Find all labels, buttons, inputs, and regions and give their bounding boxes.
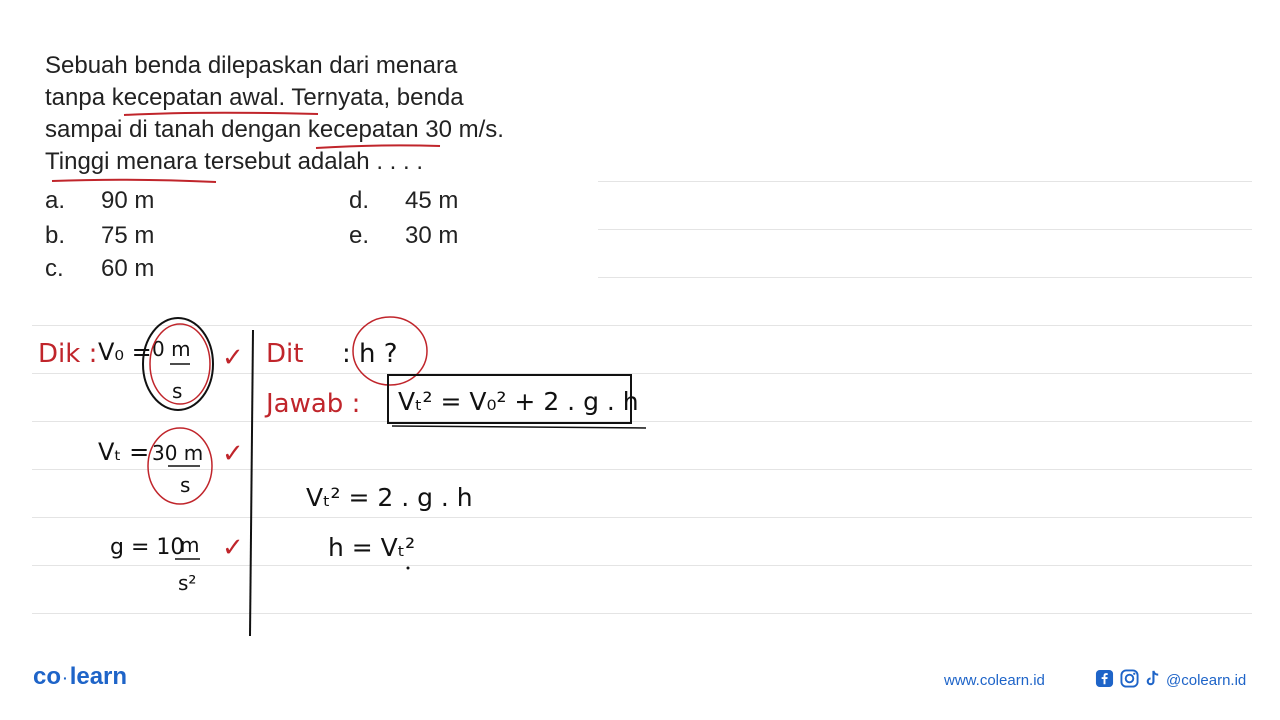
logo-text-learn: learn [69, 663, 128, 690]
fraction-dot [407, 567, 410, 570]
g-numerator: m [180, 533, 200, 557]
option-text: 45 m [405, 187, 459, 214]
underline-tinggi-menara [52, 180, 216, 182]
social-handle[interactable]: @colearn.id [1166, 672, 1247, 689]
question-line: Tinggi menara tersebut adalah . . . . [45, 148, 423, 175]
vertical-divider [250, 330, 253, 636]
logo-dot: · [63, 669, 68, 686]
dik-label: Dik : [38, 339, 98, 369]
option-text: 75 m [101, 222, 155, 249]
dit-label: Dit [266, 339, 304, 369]
vt-denominator: s [180, 473, 191, 497]
jawab-label: Jawab : [266, 389, 361, 419]
option-letter: c. [45, 255, 64, 282]
dit-value: : h ? [342, 339, 398, 369]
option-letter: e. [349, 222, 370, 249]
formula-box-underline [392, 426, 646, 428]
instagram-icon[interactable] [1120, 669, 1139, 688]
v0-numerator: 0 m [152, 337, 191, 361]
question-line: tanpa kecepatan awal. Ternyata, benda [45, 84, 464, 111]
website-link[interactable]: www.colearn.id [944, 672, 1045, 689]
vt-numerator: 30 m [152, 441, 204, 465]
vt-lhs: Vₜ = [98, 438, 150, 466]
check-mark: ✓ [222, 343, 244, 373]
option-letter: a. [45, 187, 66, 214]
check-mark: ✓ [222, 533, 244, 563]
option-letter: d. [349, 187, 370, 214]
tiktok-icon[interactable] [1143, 669, 1162, 688]
step-1: Vₜ² = 2 . g . h [306, 483, 473, 512]
v0-lhs: V₀ = [98, 338, 152, 366]
underline-kecepatan-awal [124, 113, 318, 115]
formula: Vₜ² = V₀² + 2 . g . h [398, 387, 639, 416]
question-line: Sebuah benda dilepaskan dari menara [45, 52, 458, 79]
g-lhs: g = 10 [110, 535, 185, 560]
logo-text-co: co [33, 663, 62, 690]
check-mark: ✓ [222, 439, 244, 469]
option-text: 60 m [101, 255, 155, 282]
option-letter: b. [45, 222, 66, 249]
option-text: 30 m [405, 222, 459, 249]
colearn-logo [33, 663, 127, 691]
v0-denominator: s [172, 379, 183, 403]
option-text: 90 m [101, 187, 155, 214]
g-denominator: s² [178, 571, 197, 595]
facebook-icon[interactable] [1095, 669, 1114, 688]
underline-kecepatan [316, 145, 440, 148]
question-line: sampai di tanah dengan kecepatan 30 m/s. [45, 116, 504, 143]
step-2: h = Vₜ² [328, 533, 416, 562]
